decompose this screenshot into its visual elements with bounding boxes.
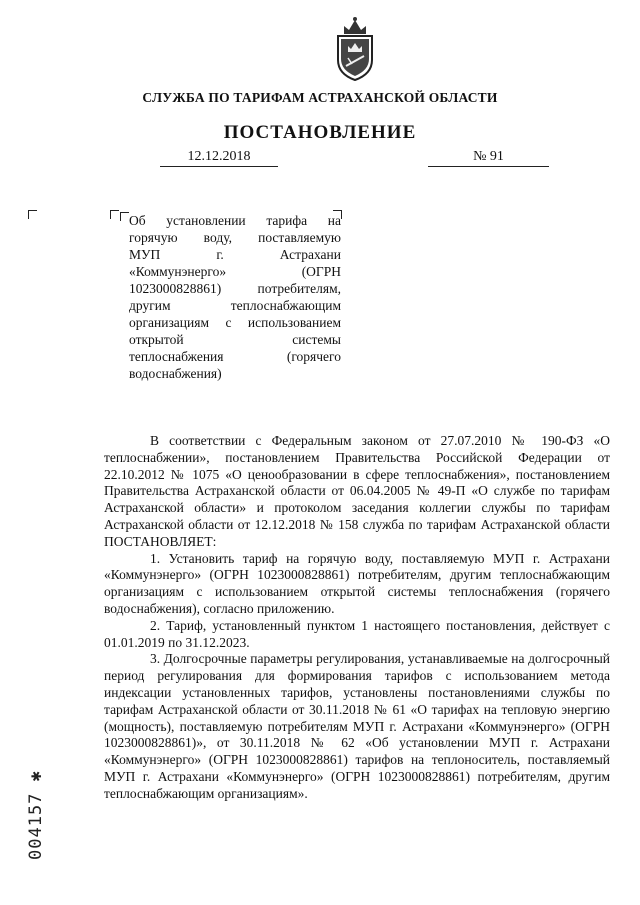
subject-line: 1023000828861) потребителям,: [129, 281, 341, 296]
corner-mark: [120, 212, 129, 221]
body-paragraph: В соответствии с Федеральным законом от 27.07.2010 № 190-ФЗ «О теплоснабжении», постановлением Правительства Российской Федерации от 22.10.2012 № 1075 «О ценообразовании в сфере теплоснабжения», постановлением Правительства Астраханской области от 06.04.2005 № 49-П «О службе по тарифам Астраханской области» и протоколом заседания коллегии службы по тарифам Астраханской области от 12.12.2018 № 158 служба по тарифам Астраханской области ПОСТАНОВЛЯЕТ:: [104, 433, 610, 549]
subject-line: другим теплоснабжающим: [129, 298, 341, 313]
document-type: ПОСТАНОВЛЕНИЕ: [223, 122, 417, 143]
subject-line: открытой системы: [129, 332, 341, 347]
serial-number: 004157 ✱: [26, 770, 46, 860]
coat-of-arms-emblem: [330, 12, 380, 82]
body-paragraph: 2. Тариф, установленный пунктом 1 настоящего постановления, действует с 01.01.2019 по 31.12.2023.: [104, 617, 610, 650]
document-number: № 91: [428, 148, 549, 167]
subject-line: горячую воду, поставляемую: [129, 230, 341, 245]
subject-line: организациям с использованием: [129, 315, 341, 330]
document-date: 12.12.2018: [160, 148, 278, 167]
corner-mark: [28, 210, 37, 219]
subject-line: водоснабжения): [129, 366, 222, 381]
corner-mark: [110, 210, 119, 219]
subject-line: Об установлении тарифа на: [129, 213, 341, 228]
body-paragraph: 1. Установить тариф на горячую воду, поставляемую МУП г. Астрахани «Коммунэнерго» (ОГРН 1023000828861) потребителям, другим теплоснабжающим организациям с использованием открытой системы теплоснабжения (горячего водоснабжения), согласно приложению.: [104, 550, 610, 616]
agency-name: СЛУЖБА ПО ТАРИФАМ АСТРАХАНСКОЙ ОБЛАСТИ: [142, 90, 498, 105]
subject-line: «Коммунэнерго» (ОГРН: [129, 264, 341, 279]
astrakhan-coat-of-arms-icon: [330, 12, 380, 82]
document-subject: [129, 212, 341, 382]
subject-line: теплоснабжения (горячего: [129, 349, 341, 364]
subject-line: МУП г. Астрахани: [129, 247, 341, 262]
serial-stamp: [24, 720, 48, 860]
document-body: [104, 433, 610, 803]
body-paragraph: 3. Долгосрочные параметры регулирования, устанавливаемые на долгосрочный период регулирования для формирования тарифов с использованием метода индексации установленных тарифов, установлены постановлениями службы по тарифам Астраханской области от 30.11.2018 № 61 «О тарифах на тепловую энергию (мощность), поставляемую потребителям МУП г. Астрахани «Коммунэнерго» (ОГРН 1023000828861)», от 30.11.2018 № 62 «Об установлении МУП г. Астрахани «Коммунэнерго» (ОГРН 1023000828861) тарифов на теплоноситель, поставляемый МУП г. Астрахани «Коммунэнерго» (ОГРН 1023000828861) потребителям, другим теплоснабжающим организациям».: [104, 651, 610, 801]
